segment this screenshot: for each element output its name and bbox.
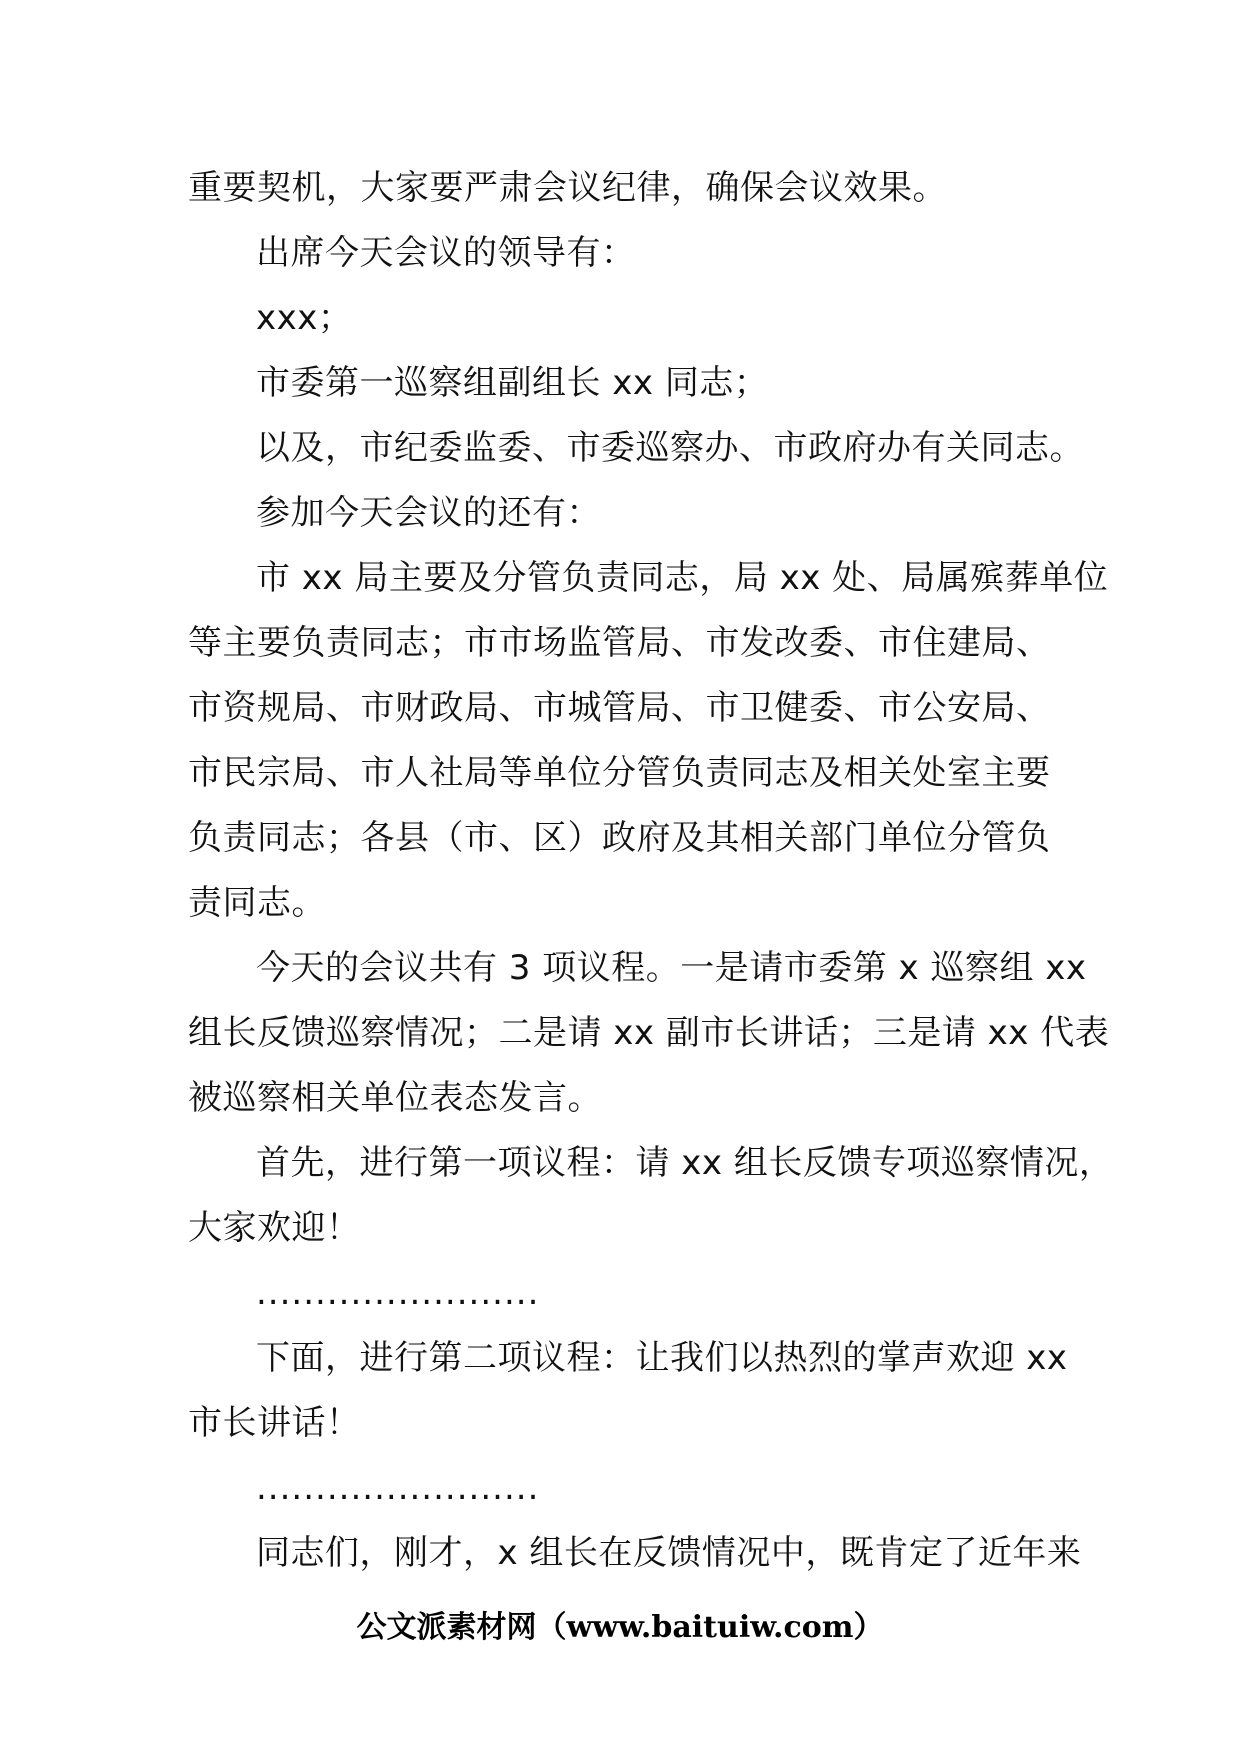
- text-line: 组长反馈巡察情况；二是请 xx 副市长讲话；三是请 xx 代表: [188, 1013, 1110, 1053]
- text-line: 以及，市纪委监委、市委巡察办、市政府办有关同志。: [256, 428, 1084, 468]
- text-line: 责同志。: [188, 883, 326, 923]
- text-line: 等主要负责同志；市市场监管局、市发改委、市住建局、: [188, 623, 1051, 663]
- text-line: 参加今天会议的还有：: [256, 493, 601, 533]
- text-line: 今天的会议共有 3 项议程。一是请市委第 x 巡察组 xx: [256, 948, 1087, 988]
- text-line: 出席今天会议的领导有：: [256, 233, 636, 273]
- text-line: 同志们，刚才，x 组长在反馈情况中，既肯定了近年来: [256, 1533, 1082, 1573]
- text-line: 被巡察相关单位表态发言。: [188, 1078, 602, 1118]
- text-line: xxx；: [256, 298, 353, 338]
- footer-watermark: 公文派素材网（www.baituiw.com）: [356, 1610, 884, 1645]
- text-line: 市资规局、市财政局、市城管局、市卫健委、市公安局、: [188, 688, 1051, 728]
- text-line: 市委第一巡察组副组长 xx 同志；: [256, 363, 769, 403]
- text-line: 市 xx 局主要及分管负责同志，局 xx 处、局属殡葬单位: [256, 558, 1109, 598]
- text-line: 下面，进行第二项议程：让我们以热烈的掌声欢迎 xx: [256, 1338, 1068, 1378]
- text-line: 大家欢迎！: [188, 1208, 361, 1248]
- text-line: 市民宗局、市人社局等单位分管负责同志及相关处室主要: [188, 753, 1051, 793]
- document-body: [188, 156, 1114, 1586]
- text-line: 重要契机，大家要严肃会议纪律，确保会议效果。: [188, 168, 947, 208]
- ellipsis-line: ........................: [256, 1468, 540, 1508]
- text-line: 市长讲话！: [188, 1403, 361, 1443]
- ellipsis-line: ........................: [256, 1273, 540, 1313]
- text-line: 负责同志；各县（市、区）政府及其相关部门单位分管负: [188, 818, 1051, 858]
- text-line: 首先，进行第一项议程：请 xx 组长反馈专项巡察情况，: [256, 1143, 1114, 1183]
